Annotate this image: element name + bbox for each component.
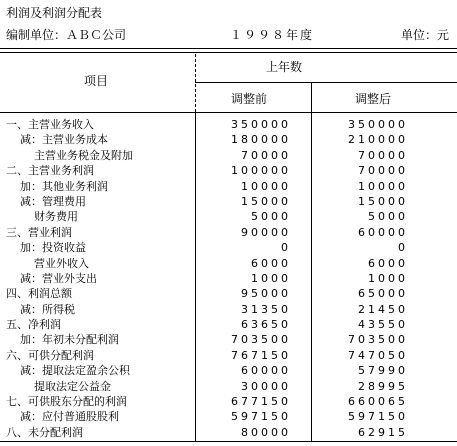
header-subrule xyxy=(195,82,457,83)
value-after-adjust: 65000 xyxy=(358,287,408,301)
row-label: 四、利润总额 xyxy=(6,287,72,301)
table-row xyxy=(0,194,457,209)
row-label: 减：所得税 xyxy=(6,302,75,316)
value-before-adjust: 100000 xyxy=(231,164,291,178)
value-after-adjust: 43550 xyxy=(358,318,408,332)
value-after-adjust: 597150 xyxy=(348,410,408,424)
table-row xyxy=(0,225,457,240)
table-row xyxy=(0,240,457,255)
value-before-adjust: 5000 xyxy=(251,210,291,224)
value-after-adjust: 1000 xyxy=(368,271,408,285)
value-before-adjust: 180000 xyxy=(231,133,291,147)
header-prev-year: 上年数 xyxy=(266,60,303,74)
value-after-adjust: 70000 xyxy=(358,164,408,178)
row-label: 减：营业外支出 xyxy=(6,271,97,285)
row-label: 加：其他业务利润 xyxy=(6,179,108,193)
row-label: 加：年初未分配利润 xyxy=(6,333,119,347)
table-row xyxy=(0,409,457,424)
row-label: 六、可供分配利润 xyxy=(6,348,94,362)
top-rule-inner xyxy=(0,52,457,53)
row-label: 七、可供股东分配的利润 xyxy=(6,395,127,409)
reporting-entity: 编制单位：ＡＢＣ公司 xyxy=(6,28,127,42)
value-after-adjust: 57990 xyxy=(358,364,408,378)
table-bottom-rule xyxy=(0,441,457,442)
value-after-adjust: 350000 xyxy=(348,118,408,131)
value-before-adjust: 767150 xyxy=(231,348,291,362)
report-meta-row xyxy=(0,26,457,42)
header-dashed-divider xyxy=(195,54,196,112)
value-before-adjust: 80000 xyxy=(241,425,291,439)
row-label: 减：管理费用 xyxy=(6,194,86,208)
row-label: 减：提取法定盈余公积 xyxy=(6,364,130,378)
value-before-adjust: 15000 xyxy=(241,194,291,208)
currency-unit: 单位：元 xyxy=(400,28,449,42)
value-before-adjust: 70000 xyxy=(241,148,291,162)
value-before-adjust: 31350 xyxy=(241,302,291,316)
value-after-adjust: 10000 xyxy=(358,179,408,193)
value-before-adjust: 677150 xyxy=(231,395,291,409)
table-row xyxy=(0,332,457,347)
value-after-adjust: 60000 xyxy=(358,225,408,239)
value-before-adjust: 1000 xyxy=(251,271,291,285)
header-before-adjust: 调整前 xyxy=(231,92,268,106)
table-row xyxy=(0,348,457,363)
table-row xyxy=(0,317,457,332)
table-row xyxy=(0,148,457,163)
value-before-adjust: 6000 xyxy=(251,256,291,270)
value-after-adjust: 6000 xyxy=(368,256,408,270)
row-label: 提取法定公益金 xyxy=(6,379,111,393)
value-before-adjust: 95000 xyxy=(241,287,291,301)
row-label: 加：投资收益 xyxy=(6,241,86,255)
row-label: 八、未分配利润 xyxy=(6,425,83,439)
header-bottom-rule xyxy=(0,112,457,113)
table-row xyxy=(0,163,457,178)
row-label: 减：应付普通股股利 xyxy=(6,410,119,424)
table-row xyxy=(0,363,457,378)
value-before-adjust: 30000 xyxy=(241,379,291,393)
value-after-adjust: 5000 xyxy=(368,210,408,224)
value-before-adjust: 90000 xyxy=(241,225,291,239)
row-label: 营业外收入 xyxy=(6,256,89,270)
value-before-adjust: 350000 xyxy=(231,118,291,131)
value-before-adjust: 60000 xyxy=(241,364,291,378)
row-label: 二、主营业务利润 xyxy=(6,164,94,178)
table-row xyxy=(0,179,457,194)
value-before-adjust: 597150 xyxy=(231,410,291,424)
value-before-adjust: 703500 xyxy=(231,333,291,347)
row-label: 主营业务税金及附加 xyxy=(6,148,133,162)
value-before-adjust: 63650 xyxy=(241,318,291,332)
value-after-adjust: 747050 xyxy=(348,348,408,362)
value-after-adjust: 210000 xyxy=(348,133,408,147)
row-label: 五、净利润 xyxy=(6,318,61,332)
statement-rows xyxy=(0,117,457,440)
table-row xyxy=(0,271,457,286)
row-label: 三、营业利润 xyxy=(6,225,72,239)
value-after-adjust: 62915 xyxy=(358,425,408,439)
value-before-adjust: 0 xyxy=(281,241,291,255)
header-item: 项目 xyxy=(84,74,109,88)
value-after-adjust: 21450 xyxy=(358,302,408,316)
row-label: 财务费用 xyxy=(6,210,78,224)
top-rule xyxy=(0,48,457,49)
value-after-adjust: 15000 xyxy=(358,194,408,208)
table-row xyxy=(0,379,457,394)
table-row xyxy=(0,394,457,409)
page-title: 利润及利润分配表 xyxy=(6,6,103,20)
value-after-adjust: 0 xyxy=(398,241,408,255)
value-before-adjust: 10000 xyxy=(241,179,291,193)
table-row xyxy=(0,132,457,147)
value-after-adjust: 703500 xyxy=(348,333,408,347)
table-row xyxy=(0,117,457,132)
table-row xyxy=(0,302,457,317)
header-after-adjust: 调整后 xyxy=(355,92,392,106)
value-after-adjust: 660065 xyxy=(348,395,408,409)
row-label: 一、主营业务收入 xyxy=(6,118,94,131)
row-label: 减：主营业务成本 xyxy=(6,133,108,147)
value-after-adjust: 70000 xyxy=(358,148,408,162)
report-year: １９９８年度 xyxy=(230,28,315,42)
table-row xyxy=(0,425,457,440)
value-after-adjust: 28995 xyxy=(358,379,408,393)
table-row xyxy=(0,286,457,301)
table-row xyxy=(0,209,457,224)
table-row xyxy=(0,256,457,271)
